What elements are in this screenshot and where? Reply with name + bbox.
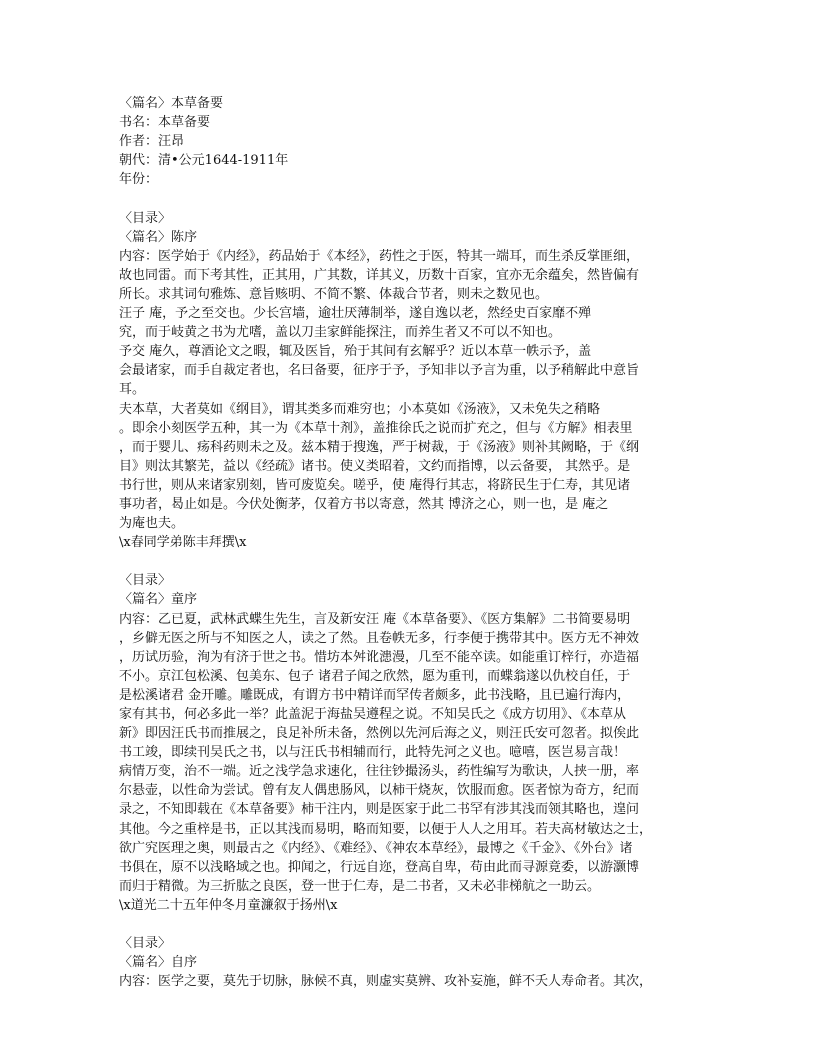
- author-line: 作者：汪昂: [119, 134, 185, 150]
- text-line: 其他。今之重梓是书，正以其浅而易明，略而知要，以便于人人之用耳。若夫高材敏达之士，: [119, 821, 653, 837]
- text-line: ，乡僻无医之所与不知医之人，读之了然。且卷帙无多，行李便于携带其中。医方无不神效: [119, 630, 640, 646]
- text-line: 尔悬壶，以性命为尝试。曾有友人偶患肠风，以柿干烧灰，饮服而愈。医者惊为奇方，纪而: [119, 783, 640, 799]
- text-line: 家有其书，何必多此一举？此盖泥于海盐吴遵程之说。不知吴氏之《成方切用》、《本草从: [119, 707, 627, 722]
- text-line: 录之，不知即载在《本草备要》柿干注内，则是医家于此二书罕有涉其浅而领其略也，遑问: [119, 802, 640, 818]
- text-line: 不小。京江包松溪、包美东、包子 诸君子闻之欣然，愿为重刊，而蝶翁遂以仇校自任，于: [119, 668, 631, 684]
- text-line: 会最诸家，而手自裁定者也，名曰备要，征序于予，予知非以予言为重，以予稍解此中意旨: [119, 363, 640, 379]
- text-line: 书行世，则从来诸家别刻，皆可废览矣。嗟乎，使 庵得行其志，将跻民生于仁寿，其见诸: [119, 477, 631, 493]
- text-line: 汪子 庵，予之至交也。少长宫墙，逾壮厌薄制举，遂自逸以老，然经史百家靡不殚: [119, 306, 592, 322]
- text-line: 内容：医学始于《内经》，药品始于《本经》，药性之于医，特其一端耳，而生杀反掌匪细，: [119, 248, 640, 264]
- text-line: 耳。: [119, 382, 146, 398]
- text-line: 目》则汰其繁芜，益以《经疏》诸书。使义类昭着，文约而指博，以云备要， 其然乎。是: [119, 458, 631, 474]
- text-line: 夫本草，大者莫如《纲目》，谓其类多而难穷也；小本莫如《汤液》，又未免失之稍略: [119, 401, 601, 417]
- text-line: 为庵也夫。: [119, 516, 185, 532]
- text-line: 内容：乙已夏，武林武蝶生先生，言及新安汪 庵《本草备要》、《医方集解》二书简要易明: [119, 611, 631, 627]
- text-line: 内容：医学之要，莫先于切脉，脉候不真，则虚实莫辨、攻补妄施，鲜不夭人寿命者。其次，: [119, 974, 653, 990]
- text-line: 欲广究医理之奥，则最古之《内经》、《难经》、《神农本草经》，最博之《千金》、《外台》诸: [119, 840, 633, 856]
- text-line: 故也同雷。而下考其性，正其用，广其数，详其义，历数十百家，宜亦无余蕴矣，然皆偏有: [119, 267, 640, 283]
- title-line: 〈篇名〉本草备要: [119, 96, 224, 111]
- text-line: 予交 庵久，尊酒论文之暇，辄及医旨，殆于其间有玄解乎？近以本草一帙示予，盖: [119, 344, 592, 360]
- document-page: [119, 94, 699, 991]
- text-line: 。即余小刻医学五种，其一为《本草十剂》，盖推徐氏之说而扩充之，但与《方解》相表里: [119, 420, 633, 436]
- section-toc-label: 〈目录〉: [119, 936, 172, 952]
- section-title: 〈篇名〉童序: [119, 592, 198, 608]
- text-line: 书工竣，即续刊吴氏之书，以与汪氏书相辅而行，此特先河之义也。噫嘻，医岂易言哉！: [119, 745, 627, 761]
- section-toc-label: 〈目录〉: [119, 210, 172, 226]
- dynasty-line: 朝代：清•公元1644-1911年: [119, 153, 289, 169]
- section-title: 〈篇名〉自序: [119, 955, 198, 971]
- text-line: ，而于婴儿、疡科药则未之及。兹本精于搜逸，严于树裁，于《汤液》则补其阙略，于《纲: [119, 439, 640, 455]
- text-line: 事功者，曷止如是。今伏处衡茅，仅着方书以寄意，然其 博济之心，则一也，是 庵之: [119, 496, 609, 512]
- year-line: 年份：: [119, 172, 159, 188]
- text-line: 所长。求其词句雅炼、意旨赅明、不简不繁、体裁合节者，则未之数见也。: [119, 286, 549, 302]
- section-toc-label: 〈目录〉: [119, 573, 172, 589]
- text-line: \x春同学弟陈丰拜撰\x: [119, 535, 247, 551]
- blank-line: [119, 189, 699, 208]
- text-line: ，历试历验，洵为有济于世之书。惜坊本舛讹漶漫，几至不能卒读。如能重订梓行，亦造福: [119, 649, 640, 665]
- book-name-line: 书名：本草备要: [119, 115, 211, 131]
- text-line: 而归于精微。为三折肱之良医，登一世于仁寿，是二书者，又未必非梯航之一助云。: [119, 878, 601, 894]
- text-line: 是松溪诸君 金开雕。雕既成，有谓方书中精详而罕传者颇多，此书浅略，且已遍行海内，: [119, 687, 631, 703]
- section-title: 〈篇名〉陈序: [119, 229, 198, 245]
- text-line: 新》即因汪氏书而推展之，良足补所未备，然例以先河后海之义，则汪氏安可忽者。拟俟此: [119, 726, 640, 742]
- text-line: 病情万变，治不一端。近之浅学急求速化，往往钞撮汤头，药性编写为歌诀，人挟一册，率: [119, 764, 640, 780]
- text-line: 究，而于岐黄之书为尤嗜，盖以刀圭家鲜能探注，而养生者又不可以不知也。: [119, 325, 562, 341]
- text-line: 书俱在，原不以浅略域之也。抑闻之，行远自迩，登高自卑，苟由此而寻源竟委，以游灏博: [119, 859, 640, 875]
- text-line: \x道光二十五年仲冬月童濂叙于扬州\x: [119, 897, 338, 913]
- blank-line: [119, 552, 699, 571]
- blank-line: [119, 915, 699, 934]
- sections-container: [119, 209, 699, 992]
